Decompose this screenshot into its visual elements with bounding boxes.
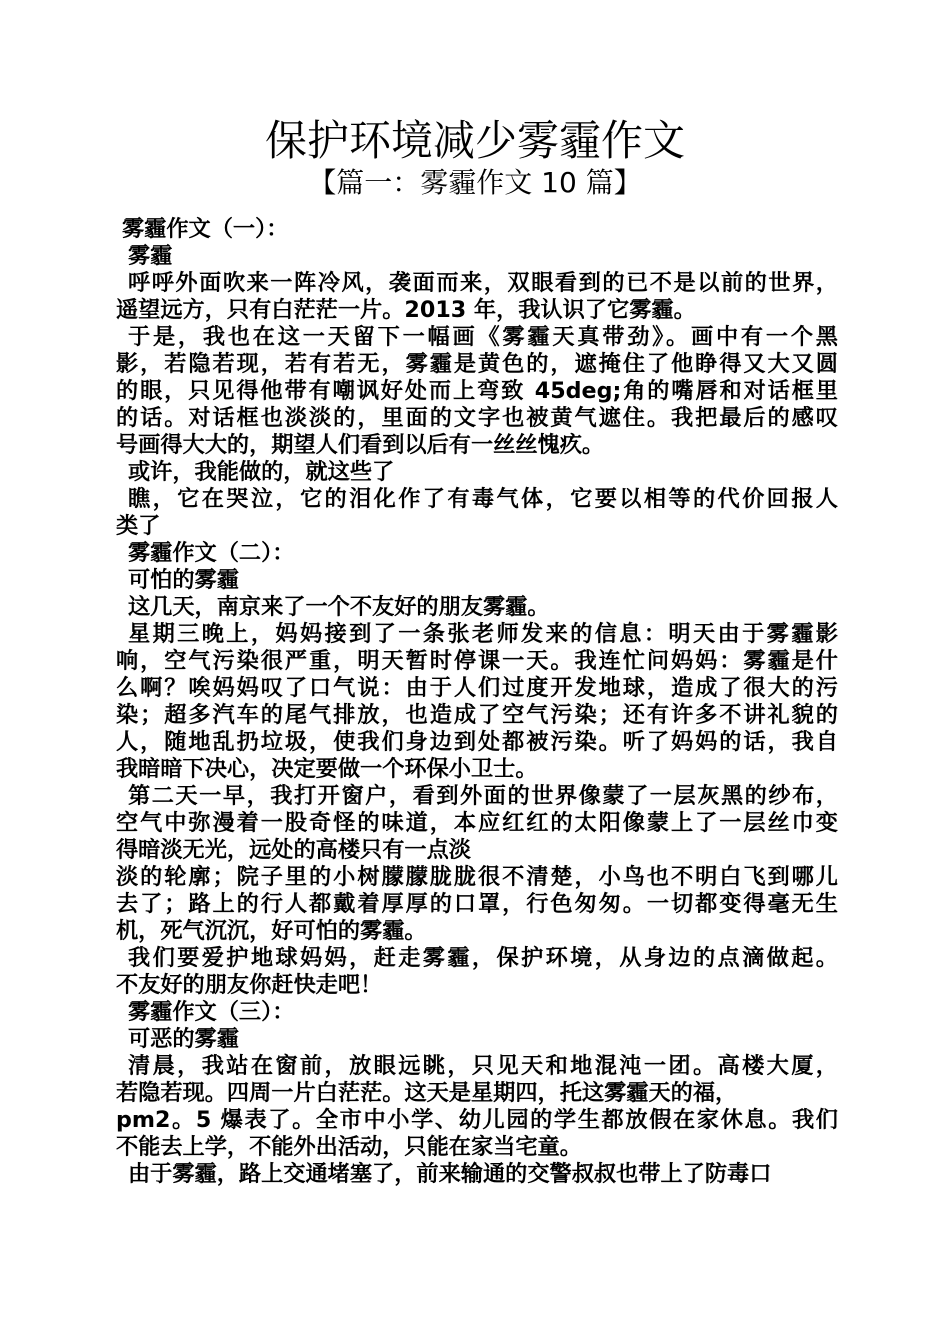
paragraph-line: 淡的轮廓；院子里的小树朦朦胧胧很不清楚，小鸟也不明白飞到哪儿 [116, 864, 838, 890]
section-heading: 雾霾作文（三）： [128, 999, 295, 1025]
paragraph-line: 染；超多汽车的尾气排放，也造成了空气污染；还有许多不讲礼貌的 [116, 702, 838, 728]
paragraph-line: 不能去上学，不能外出活动，只能在家当宅童。 [116, 1134, 582, 1160]
document-title: 保护环境减少雾霾作文 [264, 116, 685, 165]
paragraph-line: 这几天，南京来了一个不友好的朋友雾霾。 [128, 594, 550, 620]
paragraph-line: 由于雾霾，路上交通堵塞了，前来输通的交警叔叔也带上了防毒口 [128, 1161, 772, 1187]
paragraph-line: 我暗暗下决心，决定要做一个环保小卫士。 [116, 756, 538, 782]
essay-title: 雾霾 [128, 243, 173, 269]
paragraph-line: 的话。对话框也淡淡的，里面的文字也被黄气遮住。我把最后的感叹 [116, 405, 838, 431]
section-heading: 雾霾作文（一）： [122, 216, 289, 242]
paragraph-line: 我们要爱护地球妈妈，赶走雾霾，保护环境，从身边的点滴做起。 [128, 945, 838, 971]
paragraph-line: 或许，我能做的，就这些了 [128, 459, 395, 485]
paragraph-line: 么啊？唉妈妈叹了口气说：由于人们过度开发地球，造成了很大的污 [116, 675, 838, 701]
paragraph-line: 不友好的朋友你赶快走吧！ [116, 972, 383, 998]
paragraph-line: 去了；路上的行人都戴着厚厚的口罩，行色匆匆。一切都变得毫无生 [116, 891, 838, 917]
paragraph-line: 号画得大大的，期望人们看到以后有一丝丝愧疚。 [116, 432, 605, 458]
document-body [116, 216, 838, 1188]
paragraph-line: 若隐若现。四周一片白茫茫。这天是星期四，托这雾霾天的福， [116, 1080, 738, 1106]
paragraph-line: 影，若隐若现，若有若无，雾霾是黄色的，遮掩住了他睁得又大又圆 [116, 351, 838, 377]
document-subtitle: 【篇一：雾霾作文 10 篇】 [308, 166, 642, 199]
paragraph-line: 人，随地乱扔垃圾，使我们身边到处都被污染。听了妈妈的话，我自 [116, 729, 838, 755]
paragraph-line: 得暗淡无光，远处的高楼只有一点淡 [116, 837, 471, 863]
paragraph-line: 空气中弥漫着一股奇怪的味道，本应红红的太阳像蒙上了一层丝巾变 [116, 810, 838, 836]
paragraph-line: 遥望远方，只有白茫茫一片。2013 年，我认识了它雾霾。 [116, 297, 696, 323]
paragraph-line: 瞧，它在哭泣，它的泪化作了有毒气体，它要以相等的代价回报人 [128, 486, 838, 512]
paragraph-line: 于是，我也在这一天留下一幅画《雾霾天真带劲》。画中有一个黑 [128, 324, 838, 350]
paragraph-line: 第二天一早，我打开窗户，看到外面的世界像蒙了一层灰黑的纱布， [128, 783, 838, 809]
paragraph-line: 的眼，只见得他带有嘲讽好处而上弯致 45deg;角的嘴唇和对话框里 [116, 378, 838, 404]
essay-title: 可恶的雾霾 [128, 1026, 239, 1052]
section-heading: 雾霾作文（二）： [128, 540, 295, 566]
paragraph-line: 响，空气污染很严重，明天暂时停课一天。我连忙问妈妈：雾霾是什 [116, 648, 838, 674]
paragraph-line: pm2。5 爆表了。全市中小学、幼儿园的学生都放假在家休息。我们 [116, 1107, 838, 1133]
paragraph-line: 星期三晚上，妈妈接到了一条张老师发来的信息：明天由于雾霾影 [128, 621, 838, 647]
paragraph-line: 呼呼外面吹来一阵冷风，袭面而来，双眼看到的已不是以前的世界， [128, 270, 838, 296]
essay-title: 可怕的雾霾 [128, 567, 239, 593]
paragraph-line: 类了 [116, 513, 161, 539]
paragraph-line: 机，死气沉沉，好可怕的雾霾。 [116, 918, 427, 944]
paragraph-line: 清晨，我站在窗前，放眼远眺，只见天和地混沌一团。高楼大厦， [128, 1053, 838, 1079]
